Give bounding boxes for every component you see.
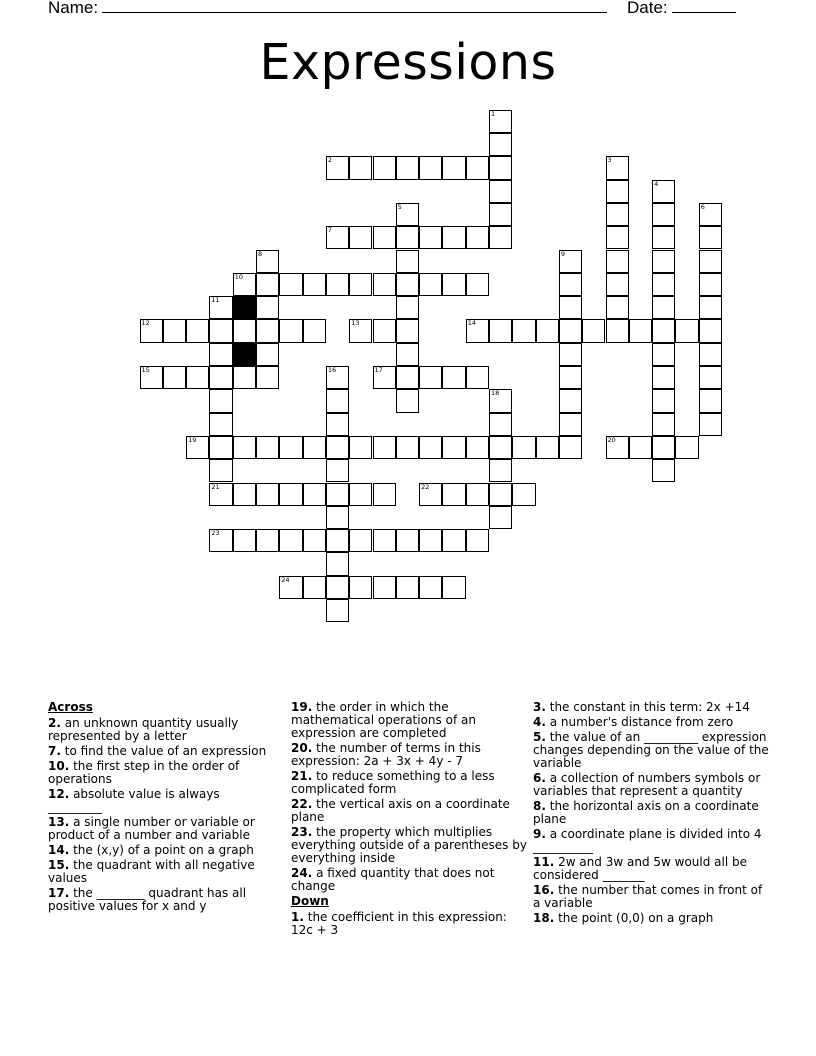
clue-num: 2. [48,716,61,730]
clue-item [533,772,769,798]
grid-cell[interactable] [652,273,675,296]
grid-cell[interactable] [512,319,535,342]
grid-cell[interactable] [209,319,232,342]
grid-cell[interactable] [606,250,629,273]
clue-text: the order in which the mathematical operations of an expression are completed [291,700,476,740]
clue-item [533,800,769,826]
grid-cell[interactable] [326,576,349,599]
clue-item [48,717,276,743]
clue-item [533,828,769,854]
grid-cell[interactable] [326,552,349,575]
grid-cell[interactable] [303,319,326,342]
grid-cell[interactable] [279,529,302,552]
clues-column-2 [291,701,527,939]
grid-cell[interactable] [256,483,279,506]
clue-item [291,770,527,796]
grid-cell[interactable] [256,250,279,273]
grid-cell[interactable] [396,273,419,296]
grid-cell[interactable] [489,436,512,459]
grid-cell[interactable] [606,156,629,179]
grid-cell[interactable] [373,226,396,249]
clue-num: 1. [291,910,304,924]
grid-cell[interactable] [606,226,629,249]
clue-text: the coefficient in this expression: 12c + 3 [291,910,507,937]
grid-cell[interactable] [233,483,256,506]
grid-cell[interactable] [559,296,582,319]
grid-cell[interactable] [186,319,209,342]
grid-cell[interactable] [186,436,209,459]
grid-cell[interactable] [442,366,465,389]
clue-item [48,788,276,814]
grid-cell[interactable] [373,436,396,459]
grid-cell[interactable] [396,529,419,552]
clue-item [48,745,276,758]
clue-text: the horizontal axis on a coordinate plane [533,799,759,826]
clue-number: 16 [327,366,337,374]
clue-num: 15. [48,858,70,872]
grid-cell[interactable] [652,319,675,342]
clue-number: 6 [700,202,705,211]
clue-item [291,701,527,740]
clue-text: a single number or variable or product of a number and variable [48,815,255,842]
clue-num: 5. [533,730,546,744]
grid-cell[interactable] [466,366,489,389]
grid-cell[interactable] [699,343,722,366]
grid-cell[interactable] [396,296,419,319]
clue-num: 12. [48,787,70,801]
clue-text: the number of terms in this expression: 2a + 3x + 4y - 7 [291,741,481,768]
clue-item [48,887,276,913]
clue-item [533,856,769,882]
name-label: Name: [48,0,99,17]
clue-num: 21. [291,769,313,783]
grid-cell[interactable] [209,343,232,366]
grid-cell[interactable] [606,436,629,459]
clue-number: 3 [607,156,612,165]
grid-cell[interactable] [442,483,465,506]
grid-cell[interactable] [466,273,489,296]
grid-cell[interactable] [466,483,489,506]
grid-cell[interactable] [559,250,582,273]
grid-cell[interactable] [652,389,675,412]
grid-cell[interactable] [209,366,232,389]
grid-cell[interactable] [699,366,722,389]
clue-item [533,701,769,714]
grid-cell[interactable] [652,250,675,273]
clue-text: to find the value of an expression [60,744,267,758]
grid-cell[interactable] [606,319,629,342]
grid-cell[interactable] [256,343,279,366]
grid-cell[interactable] [209,413,232,436]
grid-cell[interactable] [303,483,326,506]
grid-cell[interactable] [442,529,465,552]
clue-num: 18. [533,911,555,925]
grid-cell[interactable] [396,389,419,412]
clue-num: 11. [533,855,555,869]
clue-number: 19 [188,435,197,444]
clue-number: 18 [491,389,500,398]
clue-item [291,798,527,824]
grid-cell[interactable] [373,156,396,179]
grid-cell[interactable] [373,319,396,342]
grid-cell[interactable] [536,436,559,459]
clue-num: 13. [48,815,70,829]
grid-cell[interactable] [396,319,419,342]
grid-cell[interactable] [326,436,349,459]
grid-cell[interactable] [652,459,675,482]
clue-num: 6. [533,771,546,785]
clue-num: 24. [291,866,313,880]
grid-cell[interactable] [652,436,675,459]
grid-cell[interactable] [419,366,442,389]
grid-cell[interactable] [140,366,163,389]
grid-cell[interactable] [349,436,372,459]
clue-text: an unknown quantity usually represented by a letter [48,716,239,743]
clue-text: the constant in this term: 2x +14 [545,700,750,714]
clue-text: a number's distance from zero [545,715,734,729]
clue-number: 9 [560,249,566,258]
clue-number: 7 [327,226,333,235]
grid-block [233,343,256,366]
clue-text: the number that comes in front of a variable [533,883,763,910]
clue-num: 10. [48,759,70,773]
grid-cell[interactable] [279,273,302,296]
grid-cell[interactable] [466,156,489,179]
clue-number: 8 [258,249,263,258]
down-heading: Down [291,894,329,908]
grid-cell[interactable] [652,343,675,366]
grid-cell[interactable] [373,529,396,552]
clue-num: 4. [533,715,546,729]
grid-cell[interactable] [489,319,512,342]
grid-cell[interactable] [349,529,372,552]
grid-cell[interactable] [373,576,396,599]
grid-cell[interactable] [373,273,396,296]
grid-cell[interactable] [606,203,629,226]
grid-cell[interactable] [419,483,442,506]
clue-text: 2w and 3w and 5w would all be considered _______ [533,855,748,882]
grid-cell[interactable] [606,180,629,203]
grid-cell[interactable] [233,273,256,296]
grid-cell[interactable] [233,319,256,342]
grid-cell[interactable] [419,273,442,296]
grid-cell[interactable] [675,319,698,342]
clue-text: the quadrant with all negative values [48,858,255,885]
clue-text: the point (0,0) on a graph [554,911,714,925]
grid-cell[interactable] [349,226,372,249]
clue-item [533,884,769,910]
grid-cell[interactable] [209,483,232,506]
grid-cell[interactable] [559,389,582,412]
grid-cell[interactable] [652,366,675,389]
clues-column-1 [48,701,276,915]
grid-cell[interactable] [512,436,535,459]
clue-num: 7. [48,744,61,758]
grid-cell[interactable] [442,226,465,249]
grid-cell[interactable] [466,529,489,552]
grid-cell[interactable] [559,273,582,296]
grid-cell[interactable] [652,296,675,319]
clue-num: 14. [48,843,70,857]
clue-number: 5 [397,202,402,211]
grid-cell[interactable] [652,180,675,203]
grid-cell[interactable] [652,413,675,436]
grid-cell[interactable] [326,366,349,389]
clue-item [48,859,276,885]
grid-cell[interactable] [209,459,232,482]
grid-cell[interactable] [419,436,442,459]
grid-block [233,296,256,319]
grid-cell[interactable] [442,436,465,459]
grid-cell[interactable] [699,250,722,273]
grid-cell[interactable] [489,180,512,203]
date-label: Date: [627,0,668,17]
clue-text: the vertical axis on a coordinate plane [291,797,510,824]
grid-cell[interactable] [256,436,279,459]
grid-cell[interactable] [349,273,372,296]
grid-cell[interactable] [699,389,722,412]
across-clue-list-cont [291,701,527,893]
clue-number: 10 [234,272,243,281]
grid-cell[interactable] [699,296,722,319]
grid-cell[interactable] [419,226,442,249]
grid-cell[interactable] [582,319,605,342]
grid-cell[interactable] [559,413,582,436]
grid-cell[interactable] [303,436,326,459]
grid-cell[interactable] [442,273,465,296]
grid-cell[interactable] [279,576,302,599]
grid-cell[interactable] [396,436,419,459]
grid-cell[interactable] [699,226,722,249]
grid-cell[interactable] [489,459,512,482]
clue-num: 23. [291,825,313,839]
grid-cell[interactable] [536,319,559,342]
clue-number: 15 [141,366,150,374]
grid-cell[interactable] [326,226,349,249]
grid-cell[interactable] [233,529,256,552]
grid-cell[interactable] [629,436,652,459]
clue-item [291,742,527,768]
grid-cell[interactable] [396,226,419,249]
clue-text: to reduce something to a less complicated form [291,769,495,796]
grid-cell[interactable] [326,483,349,506]
grid-cell[interactable] [489,483,512,506]
clue-item [533,716,769,729]
clue-text: a collection of numbers symbols or variables that represent a quantity [533,771,761,798]
down-clue-list-cont [533,701,769,925]
grid-cell[interactable] [559,366,582,389]
clue-number: 2 [327,156,333,165]
clue-number: 14 [467,319,476,328]
grid-cell[interactable] [489,506,512,529]
grid-cell[interactable] [489,413,512,436]
clue-num: 9. [533,827,546,841]
grid-cell[interactable] [279,436,302,459]
grid-cell[interactable] [326,389,349,412]
grid-cell[interactable] [489,133,512,156]
grid-cell[interactable] [256,366,279,389]
grid-cell[interactable] [326,599,349,622]
clue-item [533,731,769,770]
grid-cell[interactable] [606,273,629,296]
clue-number: 1 [491,109,496,118]
grid-cell[interactable] [419,529,442,552]
clue-text: the first step in the order of operations [48,759,240,786]
grid-cell[interactable] [652,226,675,249]
grid-cell[interactable] [629,319,652,342]
clue-number: 20 [607,435,616,444]
grid-cell[interactable] [396,156,419,179]
grid-cell[interactable] [326,413,349,436]
clue-number: 21 [211,482,220,491]
grid-cell[interactable] [256,273,279,296]
grid-cell[interactable] [559,343,582,366]
clue-text: the property which multiplies everything outside of a parentheses by everything inside [291,825,527,865]
grid-cell[interactable] [442,156,465,179]
grid-cell[interactable] [396,576,419,599]
grid-cell[interactable] [489,156,512,179]
grid-cell[interactable] [209,296,232,319]
across-clue-list [48,717,276,913]
grid-cell[interactable] [326,156,349,179]
grid-cell[interactable] [489,226,512,249]
clue-item [291,911,527,937]
grid-cell[interactable] [699,319,722,342]
grid-cell[interactable] [396,250,419,273]
grid-cell[interactable] [209,436,232,459]
clue-num: 19. [291,700,313,714]
clue-item [48,760,276,786]
grid-cell[interactable] [442,576,465,599]
clue-item [48,844,276,857]
clue-num: 8. [533,799,546,813]
grid-cell[interactable] [512,483,535,506]
clue-number: 17 [374,366,383,374]
down-clue-list [291,911,527,937]
grid-cell[interactable] [163,366,186,389]
grid-cell[interactable] [349,576,372,599]
grid-cell[interactable] [303,576,326,599]
grid-cell[interactable] [233,366,256,389]
grid-cell[interactable] [326,529,349,552]
grid-cell[interactable] [373,483,396,506]
grid-cell[interactable] [326,273,349,296]
clue-text: the (x,y) of a point on a graph [69,843,254,857]
grid-cell[interactable] [326,506,349,529]
clue-text: the ________ quadrant has all positive values for x and y [48,886,247,913]
clues-column-3 [533,701,769,927]
grid-cell[interactable] [303,273,326,296]
grid-cell[interactable] [466,226,489,249]
grid-cell[interactable] [559,319,582,342]
grid-cell[interactable] [489,203,512,226]
clue-number: 11 [211,296,220,305]
clue-num: 3. [533,700,546,714]
grid-cell[interactable] [256,529,279,552]
clue-item [533,912,769,925]
clue-number: 4 [654,179,659,188]
grid-cell[interactable] [209,389,232,412]
clue-num: 22. [291,797,313,811]
clue-text: the value of an _________ expression changes depending on the value of the variable [533,730,769,770]
grid-cell[interactable] [466,436,489,459]
grid-cell[interactable] [349,319,372,342]
grid-cell[interactable] [675,436,698,459]
page-title: Expressions [259,34,557,91]
grid-cell[interactable] [256,319,279,342]
clue-number: 13 [351,319,360,328]
grid-cell[interactable] [140,319,163,342]
grid-cell[interactable] [489,389,512,412]
grid-cell[interactable] [396,203,419,226]
clue-item [291,867,527,893]
clue-item [48,816,276,842]
grid-cell[interactable] [699,273,722,296]
clue-text: a coordinate plane is divided into 4 __________ [533,827,762,854]
grid-cell[interactable] [349,483,372,506]
clue-number: 22 [421,482,430,491]
grid-cell[interactable] [163,319,186,342]
grid-cell[interactable] [303,529,326,552]
grid-cell[interactable] [699,203,722,226]
clue-num: 17. [48,886,70,900]
clue-number: 24 [281,575,290,584]
clue-item [291,826,527,865]
grid-cell[interactable] [256,296,279,319]
clue-text: absolute value is always _________ [48,787,220,814]
clue-number: 23 [211,529,220,538]
grid-cell[interactable] [326,459,349,482]
grid-cell[interactable] [233,436,256,459]
grid-cell[interactable] [699,413,722,436]
grid-cell[interactable] [419,156,442,179]
grid-cell[interactable] [209,529,232,552]
grid-cell[interactable] [652,203,675,226]
clue-text: a fixed quantity that does not change [291,866,495,893]
grid-cell[interactable] [349,156,372,179]
clue-num: 16. [533,883,555,897]
clue-number: 12 [141,319,150,328]
grid-cell[interactable] [419,576,442,599]
grid-cell[interactable] [186,366,209,389]
grid-cell[interactable] [279,483,302,506]
grid-cell[interactable] [373,366,396,389]
grid-cell[interactable] [396,366,419,389]
grid-cell[interactable] [489,110,512,133]
across-heading: Across [48,700,93,714]
grid-cell[interactable] [466,319,489,342]
clue-num: 20. [291,741,313,755]
grid-cell[interactable] [396,343,419,366]
grid-cell[interactable] [606,296,629,319]
grid-cell[interactable] [559,436,582,459]
grid-cell[interactable] [279,319,302,342]
